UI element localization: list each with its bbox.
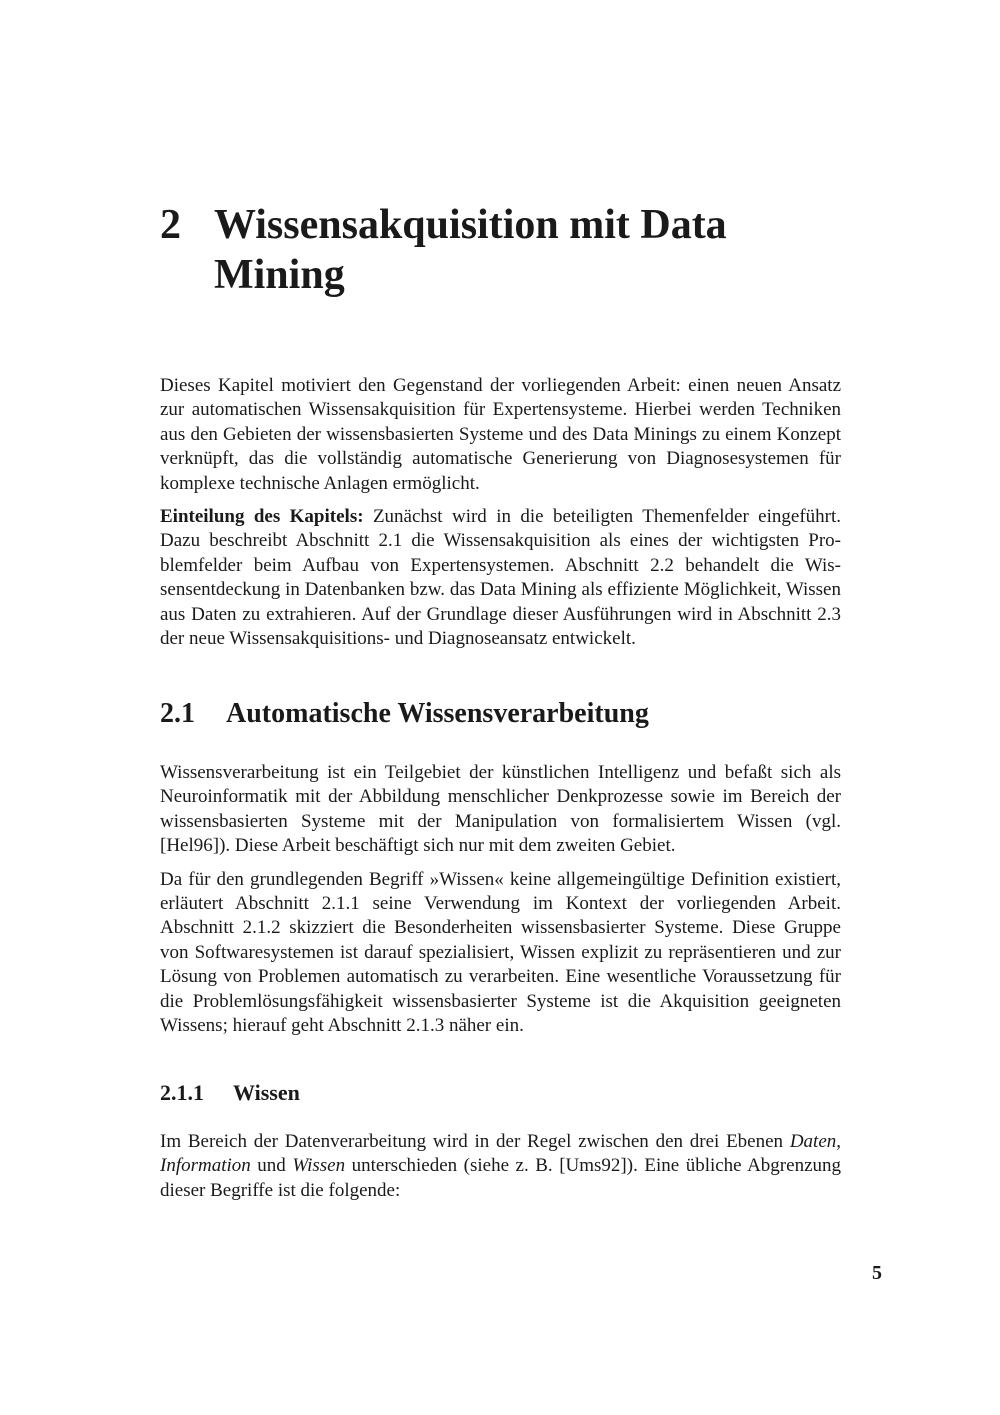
chapter-title: Wissensakquisition mit Data Mining: [214, 202, 727, 298]
subsection-heading: [160, 1079, 300, 1107]
chapter-intro: [160, 374, 841, 660]
section-heading: [160, 697, 649, 731]
section-number: 2.1: [160, 698, 195, 729]
subsection-paragraph: Im Bereich der Datenverarbeitung wird in der Regel zwischen den drei Ebenen Daten, Information und Wissen unterschieden (siehe z. B. [Ums92]). Eine übliche Abgrenzung dieser Begriffe ist die folgende:: [160, 1131, 842, 1201]
term-wissen: Wissen: [292, 1155, 346, 1177]
chapter-heading: [160, 200, 860, 300]
term-information: Information: [160, 1155, 251, 1177]
outline-label: Einteilung des Kapitels:: [160, 506, 364, 528]
outline-text: Zunächst wird in die beteiligten Themenfelder eingeführt. Dazu beschreibt Abschnitt 2.1 die Wissensakquisition als eines der wichtigsten Problemfelder beim Aufbau von Expertensystemen. Abschnitt 2.2 behandelt die Wissensentdeckung in Datenbanken bzw. das Data Mining als effiziente Möglichkeit, Wissen aus Daten zu extrahieren. Auf der Grundlage dieser Ausführungen wird in Abschnitt 2.3 der neue Wissensakquisitions- und Diagnoseansatz entwickelt.: [160, 506, 841, 650]
subsection-body: [160, 1130, 841, 1212]
section-body: [160, 761, 841, 1047]
section-paragraph: Da für den grundlegenden Begriff »Wissen« keine allgemeingültige Definition existiert, erläutert Abschnitt 2.1.1 seine Verwendung im Kontext der vorliegenden Arbeit. Abschnitt 2.1.2 skizziert die Besonderheiten wissensbasierter Systeme. Diese Gruppe von Softwaresystemen ist darauf spezialisiert, Wissen explizit zu repräsentieren und zur Lösung von Problemen automatisch zu verarbeiten. Eine wesentliche Voraussetzung für die Problemlösungsfähigkeit wissensbasierter Systeme ist die Akquisition geeigneten Wissens; hierauf geht Abschnitt 2.1.3 näher ein.: [160, 868, 841, 1037]
section-paragraph: Wissensverarbeitung ist ein Teilgebiet der künstlichen Intelligenz und befaßt sich als Neuroinformatik mit der Abbildung menschlicher Denkprozesse sowie im Bereich der wissensbasierten Systeme mit der Manipulation von formalisiertem Wissen (vgl. [Hel96]). Diese Arbeit beschäftigt sich nur mit dem zweiten Gebiet.: [160, 762, 841, 857]
section-title: Automatische Wissensverarbeitung: [226, 698, 649, 729]
chapter-number: 2: [160, 202, 181, 248]
intro-paragraph: Dieses Kapitel motiviert den Gegenstand der vorliegenden Arbeit: einen neuen Ansatz zur automatischen Wissensakquisition für Expertensysteme. Hierbei werden Techniken aus den Gebieten der wissensbasierten Systeme und des Data Minings zu einem Konzept verknüpft, das die vollständig automatische Generierung von Diagnosesystemen für komplexe technische Anlagen ermöglicht.: [160, 375, 841, 494]
intro-outline-paragraph: [160, 505, 841, 651]
term-daten: Daten: [789, 1131, 837, 1152]
page-number: 5: [872, 1262, 882, 1284]
subsection-number: 2.1.1: [160, 1080, 204, 1105]
subsection-title: Wissen: [233, 1080, 300, 1105]
